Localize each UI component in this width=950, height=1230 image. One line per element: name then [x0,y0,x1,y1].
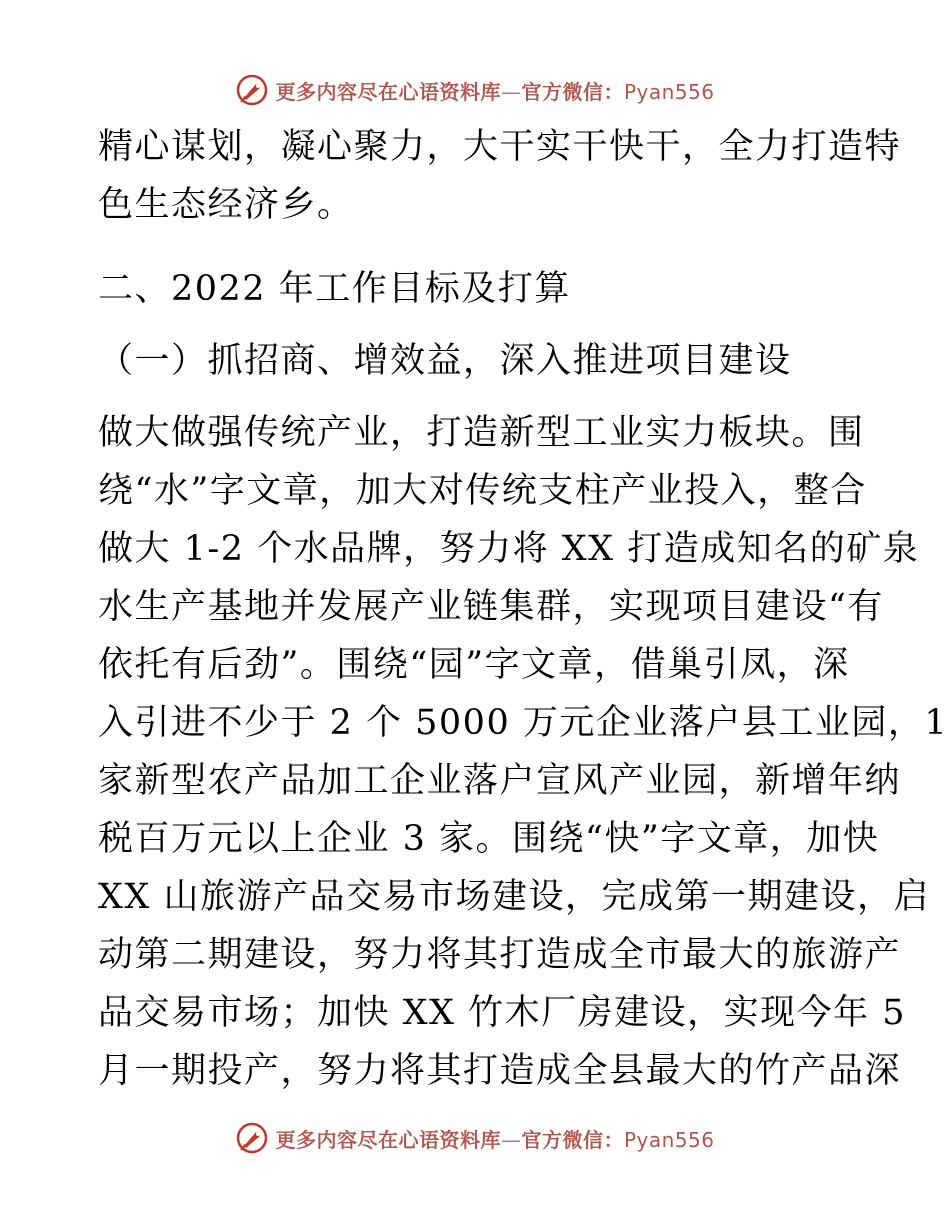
paragraph-line: 精心谋划，凝心聚力，大干实干快干，全力打造特 [98,127,902,167]
pen-nib-logo-icon [235,73,269,107]
banner-text [275,1124,714,1153]
banner-wechat-id: Pyan556 [623,1127,715,1152]
paragraph-line: 动第二期建设，努力将其打造成全市最大的旅游产 [98,935,902,975]
banner-official-label: 官方微信： [521,79,624,104]
paragraph-line: XX 山旅游产品交易市场建设，完成第一期建设，启 [98,877,930,917]
banner-wechat-id: Pyan556 [623,79,715,104]
paragraph-line: 依托有后劲”。围绕“园”字文章，借巢引凤，深 [98,645,850,685]
section-heading: 二、2022 年工作目标及打算 [98,269,571,309]
paragraph-line: 月一期投产，努力将其打造成全县最大的竹产品深 [98,1051,902,1091]
banner-official-label: 官方微信： [521,1127,624,1152]
document-body [98,118,949,1100]
paragraph-line: 入引进不少于 2 个 5000 万元企业落户县工业园，1 [98,703,949,743]
header-watermark-banner [0,70,950,110]
paragraph-line: 色生态经济乡。 [98,185,354,225]
footer-watermark-banner [0,1118,950,1158]
banner-main-text: 更多内容尽在心语资料库 [275,1127,501,1152]
paragraph-line: 品交易市场；加快 XX 竹木厂房建设，实现今年 5 [98,993,906,1033]
banner-text [275,76,714,105]
paragraph-line: 绕“水”字文章，加大对传统支柱产业投入，整合 [98,471,867,511]
banner-main-text: 更多内容尽在心语资料库 [275,79,501,104]
paragraph-line: 水生产基地并发展产业链集群，实现项目建设“有 [98,587,884,627]
banner-dash: — [500,79,522,104]
paragraph-line: 做大做强传统产业，打造新型工业实力板块。围 [98,413,865,453]
paragraph-line: 税百万元以上企业 3 家。围绕“快”字文章，加快 [98,819,880,859]
subsection-heading: （一）抓招商、增效益，深入推进项目建设 [98,341,792,381]
pen-nib-logo-icon [235,1121,269,1155]
banner-dash: — [500,1127,522,1152]
paragraph-line: 家新型农产品加工企业落户宣风产业园，新增年纳 [98,761,902,801]
paragraph-line: 做大 1-2 个水品牌，努力将 XX 打造成知名的矿泉 [98,529,920,569]
